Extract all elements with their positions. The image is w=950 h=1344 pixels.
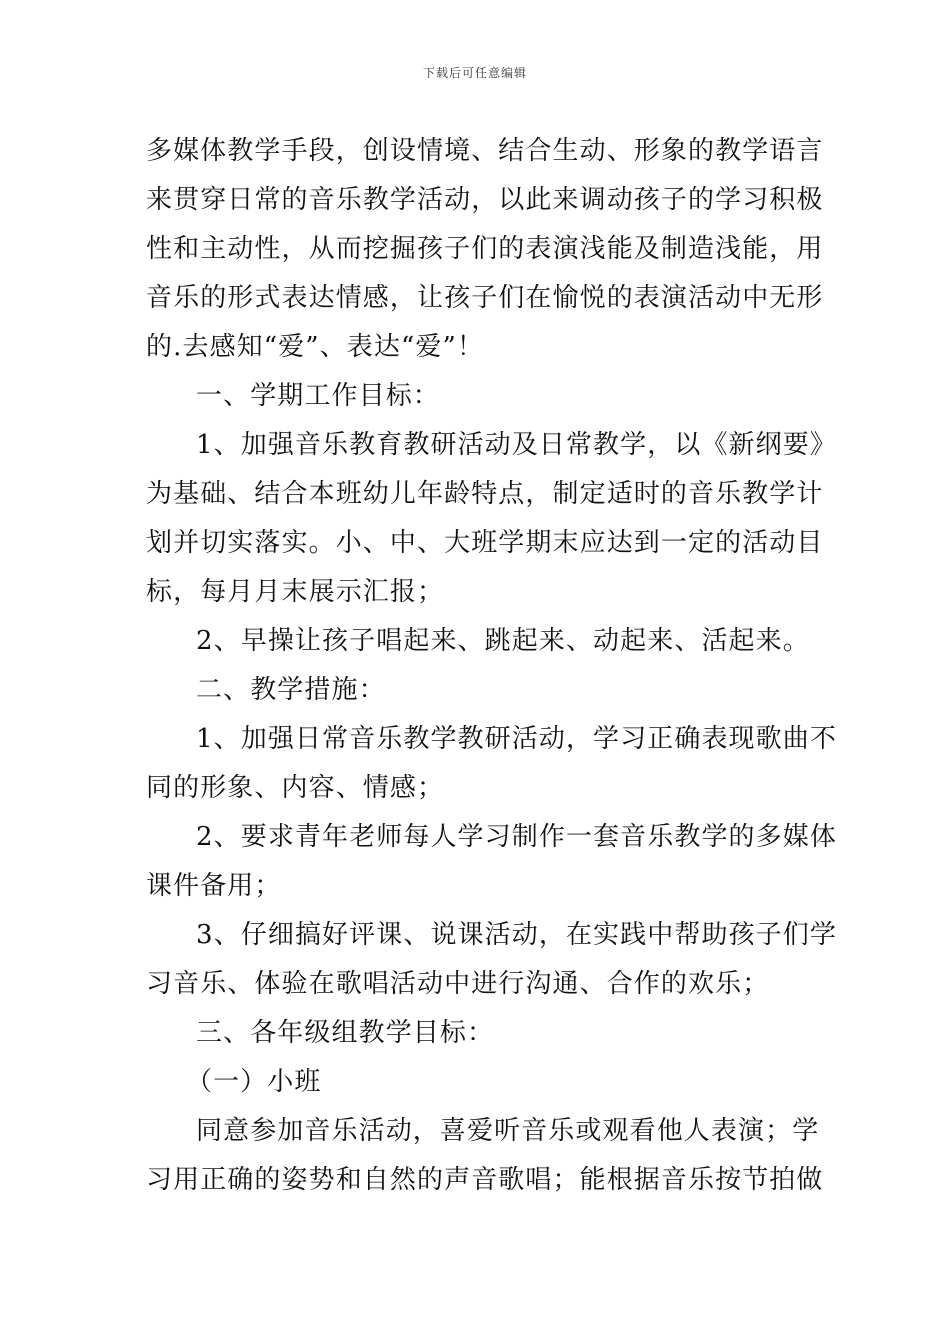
paragraph-line: 为基础、结合本班幼儿年龄特点，制定适时的音乐教学计: [146, 479, 824, 509]
paragraph-line: 的.去感知“爱”、表达“爱”！: [146, 332, 484, 362]
document-body: [146, 127, 837, 1205]
paragraph-line: 2、要求青年老师每人学习制作一套音乐教学的多媒体: [196, 822, 837, 852]
paragraph-line: 音乐的形式表达情感，让孩子们在愉悦的表演活动中无形: [146, 283, 824, 313]
paragraph-line: 标，每月月末展示汇报；: [146, 577, 445, 607]
paragraph-line: 来贯穿日常的音乐教学活动，以此来调动孩子的学习积极: [146, 185, 824, 215]
paragraph-line: 习用正确的姿势和自然的声音歌唱；能根据音乐按节拍做: [146, 1165, 824, 1195]
subsection-heading: （一）小班: [186, 1067, 322, 1097]
paragraph-line: 同的形象、内容、情感；: [146, 773, 445, 803]
section-heading: 一、学期工作目标：: [196, 381, 440, 411]
paragraph-line: 1、加强日常音乐教学教研活动，学习正确表现歌曲不: [196, 724, 837, 754]
paragraph-line: 2、早操让孩子唱起来、跳起来、动起来、活起来。: [196, 626, 810, 656]
header-note: 下载后可任意编辑: [422, 66, 527, 80]
paragraph-line: 性和主动性，从而挖掘孩子们的表演浅能及制造浅能，用: [146, 234, 824, 264]
paragraph-line: 划并切实落实。小、中、大班学期末应达到一定的活动目: [146, 528, 824, 558]
paragraph-line: 1、加强音乐教育教研活动及日常教学，以《新纲要》: [196, 430, 837, 460]
paragraph-line: 多媒体教学手段，创设情境、结合生动、形象的教学语言: [146, 136, 824, 166]
paragraph-line: 同意参加音乐活动，喜爱听音乐或观看他人表演；学: [196, 1116, 820, 1146]
section-heading: 三、各年级组教学目标：: [196, 1018, 495, 1048]
paragraph-line: 3、仔细搞好评课、说课活动，在实践中帮助孩子们学: [196, 920, 837, 950]
section-heading: 二、教学措施：: [196, 675, 386, 705]
paragraph-line: 课件备用；: [146, 871, 282, 901]
paragraph-line: 习音乐、体验在歌唱活动中进行沟通、合作的欢乐；: [146, 969, 770, 999]
